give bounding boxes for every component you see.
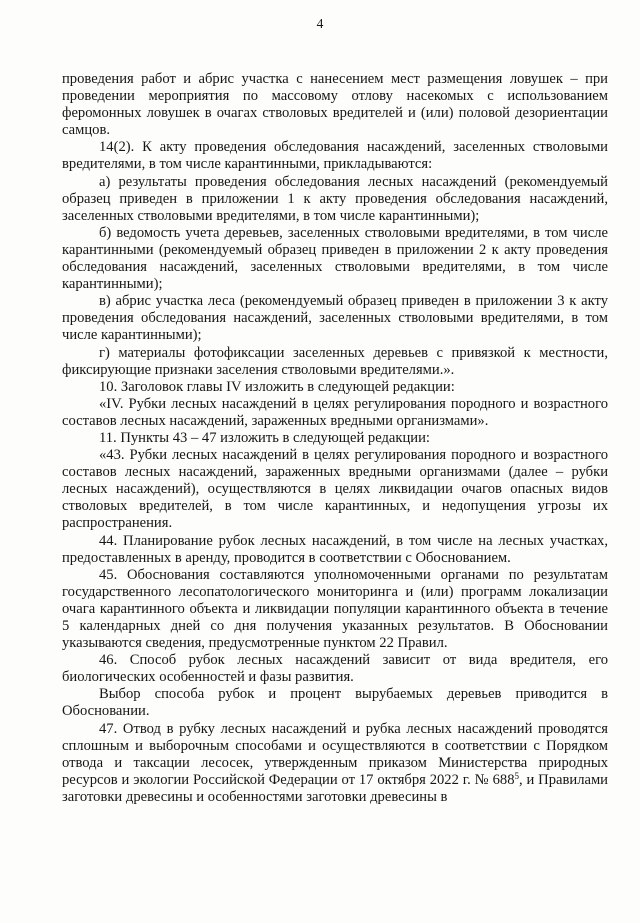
paragraph: г) материалы фотофиксации заселенных деревьев с привязкой к местности, фиксирующие признаки заселения стволовыми вредителями.». xyxy=(62,344,608,378)
paragraph: в) абрис участка леса (рекомендуемый образец приведен в приложении 3 к акту проведения обследования насаждений, заселенных стволовыми вредителями, в том числе карантинными); xyxy=(62,293,608,344)
paragraph: б) ведомость учета деревьев, заселенных стволовыми вредителями, в том числе карантинными (рекомендуемый образец приведен в приложении 2 к акту проведения обследования насаждений, заселенных стволовыми вредителями, в том числе карантинными); xyxy=(62,224,608,293)
document-body xyxy=(62,71,608,806)
footnote-marker: 5 xyxy=(514,770,519,781)
paragraph: 11. Пункты 43 – 47 изложить в следующей редакции: xyxy=(99,429,430,446)
paragraph: «IV. Рубки лесных насаждений в целях регулирования породного и возрастного составов лесных насаждений, зараженных вредными организмами». xyxy=(62,395,608,429)
paragraph: а) результаты проведения обследования лесных насаждений (рекомендуемый образец приведен в приложении 1 к акту проведения обследования насаждений, заселенных стволовыми вредителями, в том числе карантинными); xyxy=(62,173,608,224)
paragraph: 14(2). К акту проведения обследования насаждений, заселенных стволовыми вредителями, в том числе карантинными, прикладываются: xyxy=(62,139,608,173)
paragraph: Выбор способа рубок и процент вырубаемых деревьев приводится в Обосновании. xyxy=(62,686,608,720)
paragraph-text: 47. Отвод в рубку лесных насаждений и рубка лесных насаждений проводятся сплошным и выборочным способами и осуществляются в соответствии с Порядком отвода и таксации лесосек, утвержденным приказом Министерства природных ресурсов и экологии Российской Федерации от 17 октября 2022 г. № 688 xyxy=(62,720,608,788)
page-number: 4 xyxy=(316,16,324,31)
paragraph: 44. Планирование рубок лесных насаждений, в том числе на лесных участках, предоставленных в аренду, проводится в соответствии с Обоснованием. xyxy=(62,532,608,566)
paragraph: «43. Рубки лесных насаждений в целях регулирования породного и возрастного составов лесных насаждений, зараженных вредными организмами (далее – рубки лесных насаждений), осуществляются в целях ликвидации очагов опасных видов стволовых вредителей, в том числе карантинных, и недопущения угрозы их распространения. xyxy=(62,447,608,532)
paragraph: 45. Обоснования составляются уполномоченными органами по результатам государственного лесопатологического мониторинга и (или) программ локализации очага карантинного объекта и ликвидации популяции карантинного объекта в течение 5 календарных дней со дня получения указанных результатов. В Обосновании указываются сведения, предусмотренные пунктом 22 Правил. xyxy=(62,566,608,652)
paragraph: проведения работ и абрис участка с нанесением мест размещения ловушек – при проведении мероприятия по массовому отлову насекомых с использованием феромонных ловушек в очагах стволовых вредителей и (или) половой дезориентации самцов. xyxy=(62,71,608,139)
paragraph: 46. Способ рубок лесных насаждений зависит от вида вредителя, его биологических особенностей и фазы развития. xyxy=(62,652,608,686)
paragraph xyxy=(62,721,608,806)
paragraph-text: , и Правилами заготовки древесины и особенностями заготовки древесины в xyxy=(62,771,608,805)
paragraph: 10. Заголовок главы IV изложить в следующей редакции: xyxy=(99,378,455,395)
